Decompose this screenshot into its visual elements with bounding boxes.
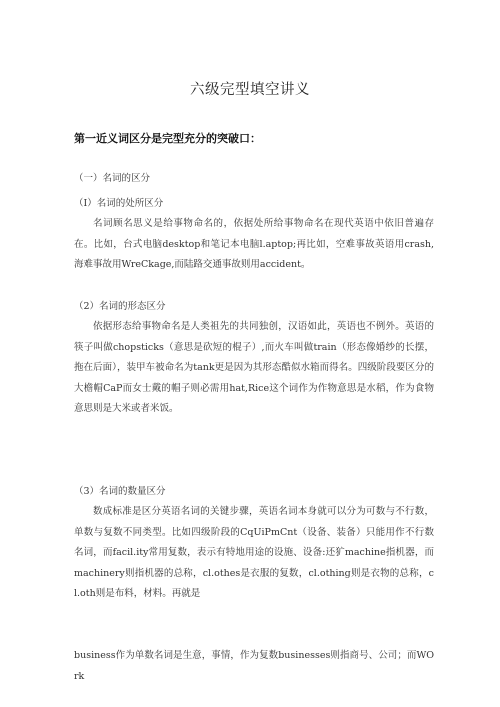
paragraph-quantity: 数成标准是区分英语名词的关键步骤，英语名词本身就可以分为可数与不行数，单数与复数不同类型。比如四级阶段的CqUiPmCnt（设备、装备）只能用作不行数名词，而facil.ity常用复数，表示有特地用途的设施、设备:还犷machine指机器，而machinery则指机器的总称，cl.othes是衣服的复数，cl.othing则是衣物的总称，cl.oth则是布料，材料。再就是: [74, 506, 434, 599]
paragraph-shape: 依据形态给事物命名是人类祖先的共同独创，汉语如此，英语也不例外。英语的筷子叫做chopsticks（意思是砍短的棍子）,而火车叫做train（形态像婚纱的长摆，拖在后面），装甲车被命名为tank更是因为其形态酷似水箱而得名。四级阶段要区分的大檐帽CaP而女士戴的帽子则必需用hat,Rice这个词作为作物意思是水稻，作为食物意思则是大米或者米饭。: [74, 321, 434, 414]
subsection-title-quantity: （3）名词的数量区分: [74, 486, 166, 497]
subsection-title-shape: （2）名词的形态区分: [74, 301, 166, 312]
subsection-title-location: （I）名词的处所区分: [74, 198, 164, 209]
section-heading: 第一近义词区分是完型充分的突破口：: [74, 132, 261, 145]
section-title-nouns: （一）名词的区分: [74, 173, 151, 184]
document-title: 六级完型填空讲义: [190, 82, 310, 98]
paragraph-location: 名词顾名思义是给事物命名的，依据处所给事物命名在现代英语中依旧普遍存在。比如，台式电脑desktop和笔记本电脑l.aptop;再比如，空难事故英语用crash,海难事故用WreCkage,而陆路交通事故则用accident。: [74, 218, 434, 270]
paragraph-business: business作为单数名词是生意，事情，作为复数businesses则指商号、公司；而WOrk: [74, 650, 434, 682]
